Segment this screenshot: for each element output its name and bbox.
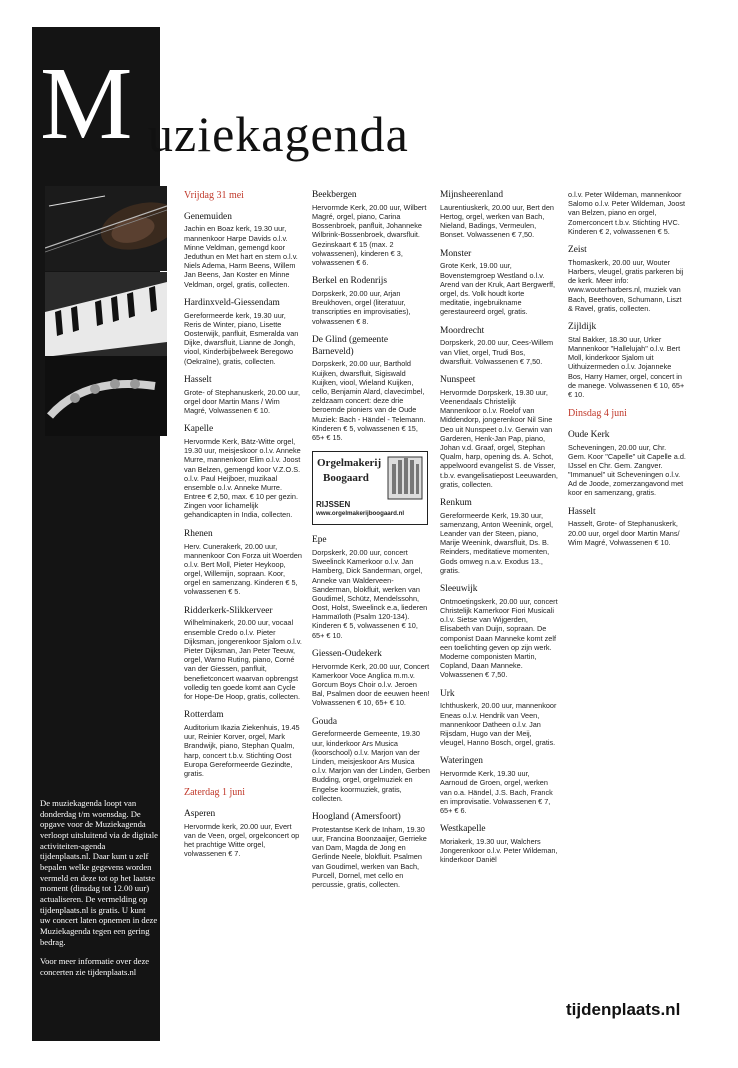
entry-details: Stal Bakker, 18.30 uur, Urker Mannenkoor "Hallelujah" o.l.v. Bert Moll, kinderkoor Sjalom uit Uithuizermeden o.l.v. Jojanneke Bos, Harry Hamer, orgel, concert in de manege. Volwassenen € 10, 65+ € 10. [568,334,685,399]
entry-details: Jachin en Boaz kerk, 19.30 uur, mannenkoor Harpe Davids o.l.v. Minne Veldman, gemengd koor Jeduthun en Met hart en stem o.l.v. Niels Adema, Harm Beens, Willem Jan Beens, Jan Koster en Minne Veldman, orgel, gratis, collecten. [184,224,298,289]
column-1 [184,190,302,867]
entry-details: Hervormde Kerk, 19.30 uur, Aarnoud de Groen, orgel, werken van o.a. Händel, J.S. Bach, Franck en improvisatie. Volwassenen € 7, 65+ € 6. [440,769,553,815]
agenda-entry [568,507,686,547]
entry-place: Hasselt [568,506,596,517]
entry-details: Moriakerk, 19.30 uur, Walchers Jongerenkoor o.l.v. Peter Wildeman, kinderkoor Daniël [440,836,558,865]
agenda-entry [184,298,302,366]
agenda-entry [184,424,302,520]
agenda-entry [568,430,686,498]
entry-details: Dorpskerk, 20.00 uur, concert Sweelinck Kamerkoor o.l.v. Jan Hamberg, Dick Sanderman, orgel, Anneke van Walderveen-Sanderman, blokfluit, werken van Goudimel, Schütz, Mendelssohn, Oost, Hol​st, Sweelinck e.a, liederen Hammaïloth (Psalm 120-134). Kinderen € 5, volwassenen € 10, 65+ € 10. [312,547,428,640]
entry-place: Hardinxveld-Giessendam [184,297,280,308]
entry-details: Hervormde Kerk, 20.00 uur, Wilbert Magré, orgel, piano, Carina Bossenbroek, panfluit, Johanneke Wilbrink-Bossenbroek, dwarsfluit. Gezinskaart € 15 (max. 2 volwassenen), kinderen € 3, volwassenen € 6. [312,202,427,267]
agenda-entry [312,649,430,708]
agenda-entry [440,190,558,240]
entry-place: Hasselt [184,374,212,385]
entry-place: Nunspeet [440,374,476,385]
info-text: De muziekagenda loopt van donderdag t/m woensdag. De opgave voor de Muziekagenda verloopt uitsluitend via de digitale activiteiten-agenda tijdenplaats.nl. Daar kunt u zelf bepalen welke gegevens worden vermeld en deze tot op het laatste moment (dinsdag tot 12.00 uur) actualiseren. De vermelding op tijdenplaats.nl is gratis. U kunt uw concert laten opnemen in deze Muziekagenda tegen een gering bedrag. [40,798,158,947]
entry-place: Rhenen [184,528,213,539]
entry-place: Mijnsheerenland [440,190,504,200]
agenda-entry [568,245,686,313]
agenda-entry [312,276,430,326]
orgelmakerij-advert [312,451,428,525]
entry-place: Zijldijk [568,321,597,332]
ad-name-line2: Boogaard [323,472,369,485]
ad-url: www.orgelmakerijboogaard.nl [316,510,405,518]
agenda-entry [440,498,558,575]
entry-place: Epe [312,535,327,546]
ad-town: RIJSSEN [316,500,351,510]
agenda-entry [184,710,302,778]
agenda-entry [184,375,302,415]
entry-place: Asperen [184,808,216,819]
agenda-entry [312,335,430,442]
entry-place: Sleeuwijk [440,584,478,595]
agenda-entry [440,824,558,864]
day-heading: Vrijdag 31 mei [184,190,244,201]
masthead-initial: M [40,46,133,161]
agenda-entry [184,606,302,702]
piano-photo [45,272,167,357]
saxophone-photo [45,356,167,436]
entry-details: Protestantse Kerk de Inham, 19.30 uur, Francina Boonzaaijer, Gerrieke van Dam, Magda de Jong en Gerlinde Neele, blokfluit. Psalmen van Goudimel, werken van Bach, Purcell, Dornel, met cello en percussie, gratis, collecten. [312,824,427,889]
entry-place: Gouda [312,716,337,727]
entry-details: Gereformeerde Kerk, 19.30 uur, samenzang, Anton Weenink, orgel, Leander van der Steen, piano, Marije Weenink, dwarsfluit, Ds. B. Reinders, meditatieve momenten, Gods omweg n.a.v. Exodus 13., gratis. [440,510,554,575]
agenda-entry [440,326,558,366]
entry-place: Monster [440,248,472,259]
agenda-entry [568,322,686,399]
tijdenplaats-logo[interactable]: tijdenplaats.nl [566,1000,681,1019]
agenda-entry [184,529,302,597]
violin-icon [45,186,167,271]
entry-details: Grote- of Stephanuskerk, 20.00 uur, orgel door Martin Mans / Wim Magré, Volwassenen € 10. [184,387,301,415]
agenda-entry [568,190,686,236]
agenda-entry [440,249,558,317]
ad-name-line1: Orgelmakerij [317,457,382,470]
agenda-entry [440,584,558,680]
entry-place: Moordrecht [440,325,485,336]
entry-place: Rotterdam [184,710,224,721]
entry-details: Dorpskerk, 20.00 uur, Cees-Willem van Vliet, orgel, Trudi Bos, dwarsfluit. Volwassenen € 7,50. [440,338,554,366]
sidebar-info [40,798,158,987]
entry-place: Beekbergen [312,190,357,200]
saxophone-icon [45,356,167,436]
agenda-entry [184,809,302,859]
agenda-entry [312,190,430,267]
agenda-entry [440,689,558,748]
entry-place: Giessen-Oudekerk [312,648,382,659]
entry-details: Hervormde Kerk, Bätz-Witte orgel, 19.30 uur, meisjeskoor o.l.v. Anneke Murre, mannenkoor Elim o.l.v. Joost van Belzen, gemengd koor V.Z.O.S. o.l.v. Paul Heijboer, muzikaal ensemble o.l.v. Anneke Murre. Entree € 2,50, max. € 10 per gezin. Zingen voor lichamelijk gehandicapten in India, collecten. [184,436,301,520]
entry-details: Auditorium Ikazia Ziekenhuis, 19.45 uur, Reinier Korver, orgel, Mark Brandwijk, piano, Stephan Qualm, harp, concert t.b.v. Stichting Oost Europa Gereformeerde Gezindte, gratis. [184,723,300,778]
entry-details: Hervormde Kerk, 20.00 uur, Concert Kamerkoor Voce Anglica m.m.v. Gorcum Boys Choir o.l.v. Jeroen Bal, Psalmen door de eeuwen heen! Volwassenen € 10, 65+ € 10. [312,661,430,708]
entry-details: Dorpskerk, 20.00 uur, Arjan Breukhoven, orgel (literatuur, transcripties en improvisaties), volwassenen € 8. [312,289,411,326]
organ-icon [387,456,423,500]
entry-details: o.l.v. Peter Wildeman, mannenkoor Salomo o.l.v. Peter Wildeman, Joost van Belzen, piano en orgel, Zomerconcert t.b.v. Stichting HVC. Kinderen € 2, volwassenen € 5. [568,190,686,236]
agenda-entry [312,717,430,803]
entry-details: Gereformeerde Gemeente, 19.30 uur, kinderkoor Ars Musica (koorschool) o.l.v. Marjon van der Linden, meisjeskoor Ars Musica o.l.v. Marjon van der Linden, Gerben Budding, orgel, orgelmuziek en Engelse koormuziek, gratis, collecten. [312,729,430,803]
day-heading: Zaterdag 1 juni [184,787,246,799]
entry-place: Oude Kerk [568,429,610,440]
entry-details: Laurentiuskerk, 20.00 uur, Bert den Hertog, orgel, werken van Bach, Nieland, Badings, Vermeulen, Bonset. Volwassenen € 7,50. [440,202,554,240]
entry-place: Ridderkerk-Slikkerveer [184,605,273,616]
entry-details: Dorpskerk, 20.00 uur, Barthold Kuijken, dwarsfluit, Sigiswald Kuijken, viool, Wieland Kuijken, cello, Benjamin Alard, clavecimbel, zeldzaam concert: deze drie beroemde pioniers van de Oude Muziek: Bach - Händel - Telemann. Kinderen € 5, volwassenen € 15, 65+ € 15. [312,359,426,442]
entry-place: Hoogland (Amersfoort) [312,811,401,822]
entry-details: Gereformeerde kerk, 19.30 uur, Reris de Winter, piano, Lisette Oosterwijk, panfluit, Esmeralda van Dijke, dwarsfluit, Lianne de Jongh, viool, Kinderbijbelweek Beregowo (Oekraïne), gratis, collecten. [184,310,299,366]
violin-photo [45,186,167,271]
entry-place: Wateringen [440,756,483,767]
entry-details: Wilhelminakerk, 20.00 uur, vocaal ensemble Credo o.l.v. Pieter Dijksman, jongerenkoor Sjalom o.l.v. Pieter Dijksman, Jan Peter Teeuw, orgel, Warno Ruting, piano, Corné van der Giessen, panfluit, benefietconcert waarvan opbrengst volledig ten goede komt aan Cycle for Hope-De Hoop, gratis, collecten. [184,618,302,701]
entry-details: Hasselt, Grote- of Stephanuskerk, 20.00 uur, orgel door Martin Mans/ Wim Magré, Volwassenen € 10. [568,519,680,547]
entry-details: Ichthuskerk, 20.00 uur, mannenkoor Eneas o.l.v. Hendrik van Veen, mannenkoor Datheen o.l.v. Jan Rijsdam, Hugo van der Meij, vleugel, Hanno Bosch, orgel, gratis. [440,701,557,748]
agenda-entry [440,375,558,489]
entry-place: Zeist [568,244,587,255]
masthead-title: uziekagenda [148,106,409,162]
entry-place: Renkum [440,497,472,508]
agenda-entry [312,812,430,889]
agenda-entry [440,756,558,815]
entry-place: Westkapelle [440,824,486,835]
agenda-entry [312,535,430,640]
entry-place: Urk [440,688,455,699]
entry-details: Hervormde kerk, 20.00 uur, Evert van de Veen, orgel, orgelconcert op het prachtige Witte orgel, volwassenen € 7. [184,821,300,859]
column-3 [440,190,558,874]
entry-place: De Glind (gemeente Barneveld) [312,334,389,357]
column-2 [312,190,430,898]
entry-place: Berkel en Rodenrijs [312,276,387,287]
info-more: Voor meer informatie over deze concerten zie tijdenplaats.nl [40,956,150,977]
entry-place: Kapelle [184,424,214,435]
day-heading: Dinsdag 4 juni [568,408,627,420]
entry-details: Hervormde Dorpskerk, 19.30 uur, Veenendaals Christelijk Mannenkoor o.l.v. Roelof van Middendorp, jongerenkoor Nil Sine Deo uit Nunspeet o.l.v. Gerwin van Garderen, Henk-Jan Pap, piano, Johan v.d. Graaf, orgel, Stephan Qualm, harp, opening ds. A. Schot, appelwoord evangelist S. de Visser, t.b.v. evangelisatiepost Leeuwarden, gratis, collecten. [440,387,558,489]
piano-keys-icon [45,272,167,357]
entry-details: Grote Kerk, 19.00 uur, Bovenstemgroep Westland o.l.v. Arend van der Kruk, Aart Bergwerff, orgel, ds. Volk houdt korte meditatie, ingebruikname gerestaureerd orgel, gratis. [440,261,556,317]
entry-details: Herv. Cunerakerk, 20.00 uur, mannenkoor Con Forza uit Woerden o.l.v. Bert Moll, Pieter Heykoop, orgel, Willemijn, sopraan. Koor, orgel en samenzang. Kinderen € 5, volwassenen € 5. [184,541,302,597]
column-4 [568,190,686,556]
entry-details: Thomaskerk, 20.00 uur, Wouter Harbers, vleugel, gratis parkeren bij de kerk. Meer info: www.wouterharbers.nl, muziek van Bach, Beethoven, Schumann, Liszt & Ravel, gratis, collecten. [568,257,684,313]
entry-details: Scheveningen, 20.00 uur, Chr. Gem. Koor "Capelle" uit Capelle a.d. IJssel en Chr. Gem. Zangver. "Immanuel" uit Scheveningen o.l.v. Ad de Joode, zomerzangavond met koor en samenzang, gratis. [568,442,686,498]
entry-details: Ontmoetingskerk, 20.00 uur, concert Christelijk Kamerkoor Fiori Musicali o.l.v. Sietse van Wijgerden, Elisabeth van Duijn, sopraan. De componist Daan Manneke komt zelf een toelichting geven op zijn werk. Moderne componisten Martin, Copland, Daan Manneke. Volwassenen € 7,50. [440,596,558,680]
agenda-entry [184,212,302,289]
entry-place: Genemuiden [184,211,232,222]
